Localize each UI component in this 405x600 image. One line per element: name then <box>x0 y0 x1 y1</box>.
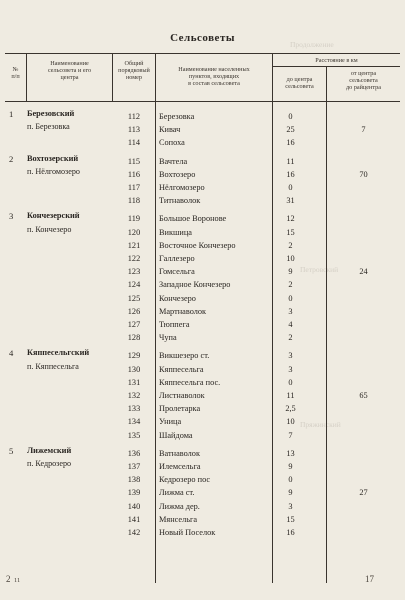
council-name: Березовский <box>27 109 75 118</box>
column-divider <box>155 53 156 583</box>
council-center: п. Нёлгомозеро <box>27 166 80 176</box>
order-number: 134 <box>127 417 141 427</box>
settlement-name: Кончезеро <box>159 293 196 303</box>
order-number: 127 <box>127 320 141 329</box>
order-number: 128 <box>127 333 141 343</box>
center-distance: 11 <box>286 391 295 400</box>
order-number: 118 <box>127 196 141 206</box>
footer-left-mark: 11 <box>14 577 21 584</box>
bleed-through-text: Продолжение <box>290 40 334 49</box>
order-number: 114 <box>127 138 141 148</box>
settlement-name: Мартнаволок <box>159 306 207 316</box>
district-distance: 24 <box>359 267 368 277</box>
center-distance: 9 <box>288 267 293 277</box>
center-distance: 7 <box>288 430 293 440</box>
council-name: Лижемский <box>27 445 72 455</box>
settlement-name: Нёлгомозеро <box>159 183 205 192</box>
settlement-name: Вачтела <box>159 156 188 166</box>
center-distance: 2,5 <box>285 404 296 414</box>
center-distance: 0 <box>288 293 293 303</box>
center-distance: 2 <box>288 240 293 250</box>
order-number: 132 <box>127 391 141 400</box>
page-title: Сельсоветы <box>170 32 235 44</box>
order-number: 129 <box>127 351 141 361</box>
council-number: 1 <box>9 109 14 119</box>
distance-subheader-rule <box>272 66 400 67</box>
center-distance: 10 <box>286 417 295 427</box>
center-distance: 9 <box>288 462 293 471</box>
center-distance: 0 <box>288 112 293 121</box>
council-number: 2 <box>9 153 14 164</box>
order-number: 137 <box>127 462 141 471</box>
table-top-rule <box>5 53 400 54</box>
order-number: 135 <box>127 430 141 440</box>
order-number: 126 <box>127 306 141 316</box>
order-number: 138 <box>127 475 141 485</box>
settlement-name: Березовка <box>159 112 195 121</box>
order-number: 115 <box>127 156 141 166</box>
settlement-name: Гомсельга <box>159 267 195 277</box>
center-distance: 2 <box>288 333 293 343</box>
settlement-name: Чупа <box>159 333 177 343</box>
center-distance: 11 <box>286 156 295 166</box>
header-name: Наименование сельсовета и его центра <box>47 60 92 81</box>
order-number: 133 <box>127 404 141 414</box>
header-distance: Расстояние в км <box>315 57 358 64</box>
council-name: Кончезерский <box>27 211 80 221</box>
settlement-name: Западное Кончезеро <box>159 280 231 290</box>
council-number: 4 <box>9 348 14 359</box>
header-num: № п/п <box>11 66 20 80</box>
column-divider <box>326 66 327 583</box>
center-distance: 16 <box>286 528 295 537</box>
center-distance: 2 <box>288 280 293 290</box>
center-distance: 15 <box>286 514 295 524</box>
header-order: Общий порядковый номер <box>118 60 150 81</box>
header-bottom-rule <box>5 101 400 102</box>
council-name: Вохтозерский <box>27 153 79 163</box>
council-center: п. Кяппесельга <box>27 361 79 371</box>
center-distance: 0 <box>288 475 293 485</box>
settlement-name: Пролетарка <box>159 404 201 414</box>
center-distance: 16 <box>286 138 295 148</box>
center-distance: 3 <box>288 351 293 361</box>
order-number: 140 <box>127 501 141 511</box>
order-number: 141 <box>127 514 141 524</box>
settlement-name: Тюппега <box>159 320 190 329</box>
settlement-name: Викшезеро ст. <box>159 351 210 361</box>
settlement-name: Титнаволок <box>159 196 201 206</box>
bleed-through-text: Пряжинский <box>300 420 341 429</box>
council-center: п. Кедрозеро <box>27 459 72 468</box>
district-distance: 7 <box>361 125 366 135</box>
bleed-through-text: Петровский <box>300 265 339 274</box>
order-number: 116 <box>127 169 141 179</box>
settlement-name: Уница <box>159 417 182 427</box>
council-center: п. Березовка <box>27 122 70 132</box>
header-to-center: до центра сельсовета <box>285 76 314 90</box>
center-distance: 4 <box>288 320 293 329</box>
center-distance: 3 <box>288 306 293 316</box>
center-distance: 9 <box>288 488 293 498</box>
order-number: 136 <box>127 448 141 458</box>
settlement-name: Кяппесельга пос. <box>159 377 221 387</box>
header-settlements: Наименование населенных пунктов, входящих в состав сельсовета <box>178 66 250 87</box>
order-number: 142 <box>127 528 141 537</box>
center-distance: 25 <box>286 125 295 135</box>
settlement-name: Кяппесельга <box>159 364 204 374</box>
center-distance: 15 <box>286 227 295 237</box>
settlement-name: Восточное Кончезеро <box>159 240 236 250</box>
center-distance: 0 <box>288 377 293 387</box>
settlement-name: Кивач <box>159 125 181 135</box>
settlement-name: Большое Воронове <box>159 214 227 224</box>
order-number: 124 <box>127 280 141 290</box>
order-number: 130 <box>127 364 141 374</box>
order-number: 117 <box>127 183 141 192</box>
settlement-name: Вохтозеро <box>159 169 196 179</box>
order-number: 112 <box>127 112 141 121</box>
settlement-name: Мянсельга <box>159 514 198 524</box>
council-center: п. Кончезеро <box>27 224 72 234</box>
settlement-name: Шайдома <box>159 430 193 440</box>
council-number: 3 <box>9 211 14 222</box>
settlement-name: Илемсельга <box>159 462 201 471</box>
settlement-name: Викшица <box>159 227 192 237</box>
order-number: 113 <box>127 125 141 135</box>
order-number: 120 <box>127 227 141 237</box>
page-number: 17 <box>365 574 374 584</box>
center-distance: 31 <box>286 196 295 206</box>
district-distance: 27 <box>359 488 368 498</box>
settlement-name: Ватнаволок <box>159 448 200 458</box>
center-distance: 3 <box>288 364 293 374</box>
settlement-name: Лижма ст. <box>159 488 195 498</box>
district-distance: 65 <box>359 391 368 400</box>
settlement-name: Новый Поселок <box>159 528 216 537</box>
footer-left-number: 2 <box>6 574 11 584</box>
order-number: 123 <box>127 267 141 277</box>
center-distance: 0 <box>288 183 293 192</box>
settlement-name: Сопоха <box>159 138 185 148</box>
order-number: 139 <box>127 488 141 498</box>
header-to-district: от центра сельсовета до райцентра <box>346 70 381 91</box>
center-distance: 16 <box>286 169 295 179</box>
settlement-name: Кедрозеро пос <box>159 475 211 485</box>
council-name: Кяппесельгский <box>27 348 90 358</box>
center-distance: 12 <box>286 214 295 224</box>
center-distance: 10 <box>286 254 295 263</box>
settlement-name: Лижма дер. <box>159 501 200 511</box>
order-number: 131 <box>127 377 141 387</box>
council-number: 5 <box>9 445 14 456</box>
settlement-name: Листнаволок <box>159 391 205 400</box>
order-number: 119 <box>127 214 141 224</box>
order-number: 125 <box>127 293 141 303</box>
order-number: 122 <box>127 254 141 263</box>
district-distance: 70 <box>359 169 368 179</box>
center-distance: 3 <box>288 501 293 511</box>
settlement-name: Галлезеро <box>159 254 195 263</box>
center-distance: 13 <box>286 448 295 458</box>
order-number: 121 <box>127 240 141 250</box>
